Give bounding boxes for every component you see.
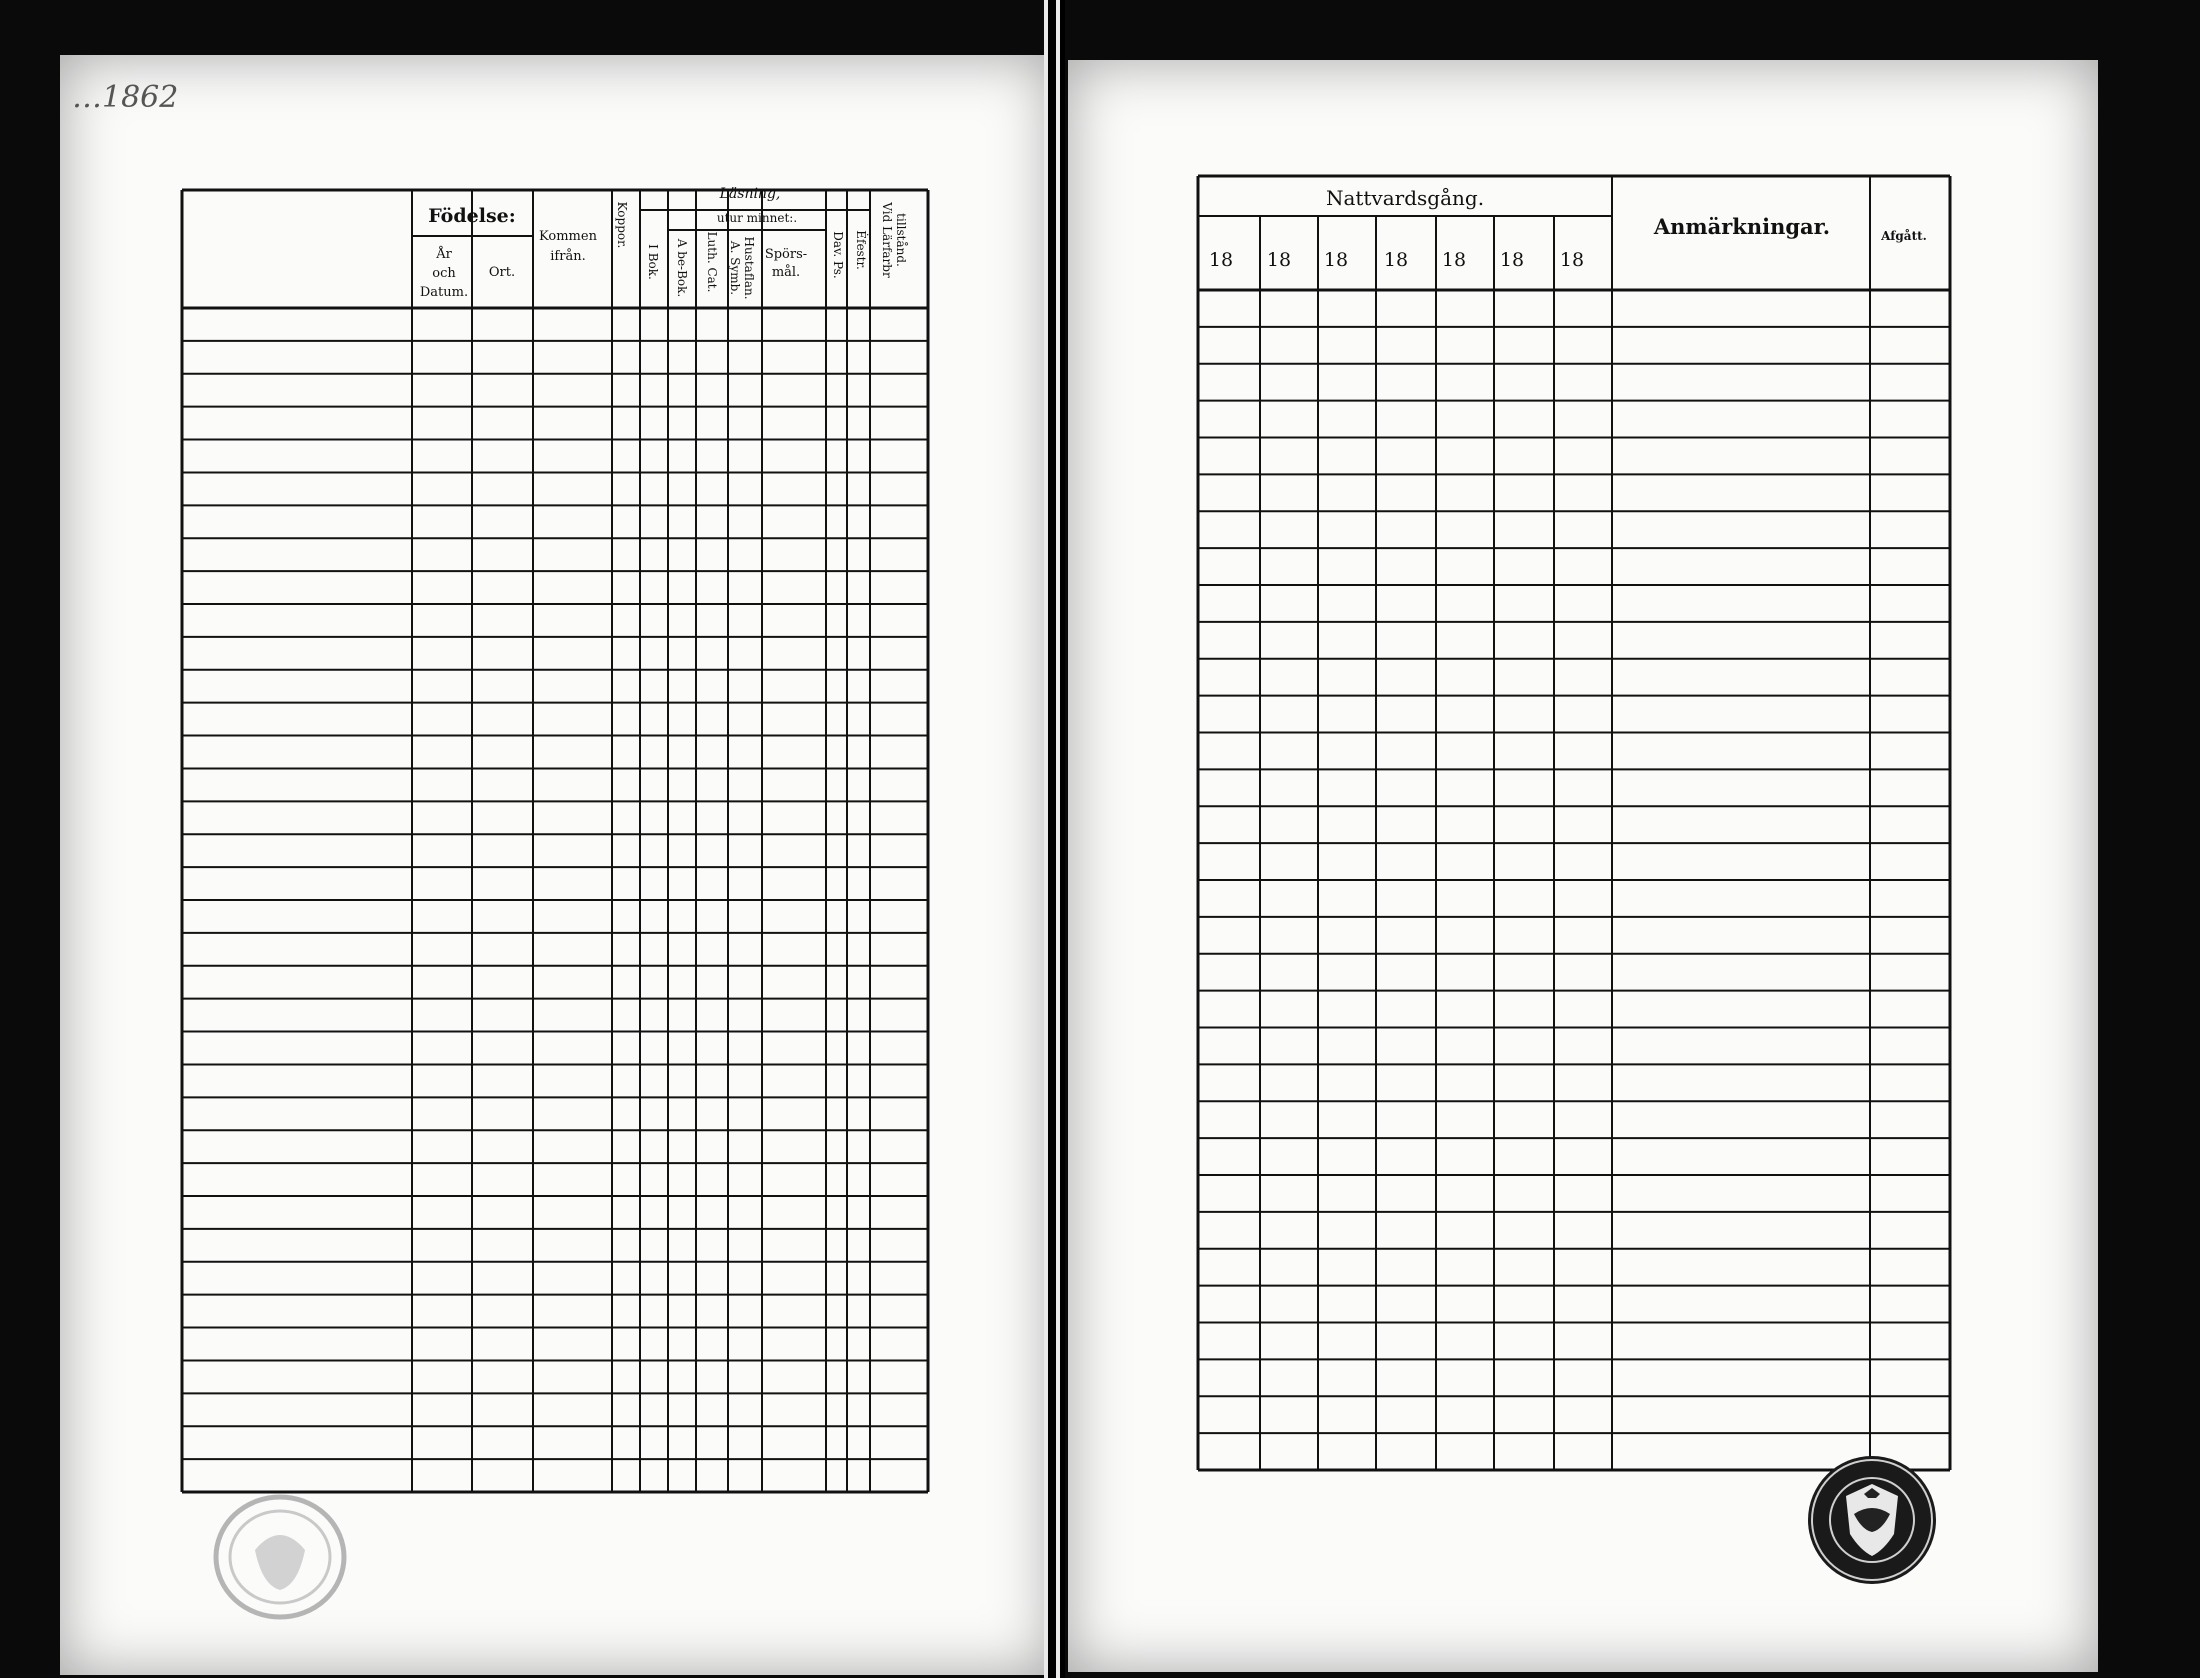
place-label: Ort. bbox=[488, 265, 516, 280]
departed-label: Afgått. bbox=[1881, 229, 1927, 243]
from-line-2: ifrån. bbox=[550, 249, 586, 264]
symb-line-1: A. Symb. bbox=[728, 240, 742, 296]
reading-header: Läsning, bbox=[719, 186, 781, 202]
year-prefix-5: 18 bbox=[1441, 249, 1467, 271]
confirmed-label: Ėfestr. bbox=[854, 230, 868, 270]
marriage-line-2: tillstånd. bbox=[894, 213, 908, 267]
royal-seal-icon bbox=[1802, 1450, 1942, 1590]
year-prefix-7: 18 bbox=[1559, 249, 1585, 271]
year-date-line-3: Datum. bbox=[419, 285, 469, 300]
communion-header: Nattvardsgång. bbox=[1325, 186, 1485, 210]
year-prefix-3: 18 bbox=[1323, 249, 1349, 271]
book-label: I Bok. bbox=[646, 244, 660, 280]
year-date-line-2: och bbox=[432, 266, 456, 281]
question-line-2: mål. bbox=[771, 265, 801, 280]
dav-ps-label: Dav. Ps. bbox=[831, 231, 845, 279]
year-prefix-1: 18 bbox=[1208, 249, 1234, 271]
abc-book-label: A be-Bok. bbox=[675, 238, 689, 298]
year-date-line-1: År bbox=[436, 247, 452, 262]
year-prefix-2: 18 bbox=[1266, 249, 1292, 271]
question-line-1: Spörs- bbox=[764, 247, 808, 262]
year-prefix-4: 18 bbox=[1383, 249, 1409, 271]
faded-seal-icon bbox=[210, 1490, 350, 1625]
year-prefix-6: 18 bbox=[1499, 249, 1525, 271]
smallpox-label: Koppor. bbox=[615, 201, 629, 249]
memory-header: utur minnet:. bbox=[716, 211, 798, 225]
luth-cat-label: Luth. Cat. bbox=[705, 231, 719, 293]
symb-line-2: Hustaflan. bbox=[742, 236, 756, 300]
from-line-1: Kommen bbox=[539, 229, 597, 244]
birth-header: Födelse: bbox=[428, 205, 516, 227]
page-number-mark: …1862 bbox=[72, 80, 179, 115]
remarks-header: Anmärkningar. bbox=[1653, 214, 1831, 239]
marriage-line-1: Vid Lärfarbr bbox=[880, 202, 894, 278]
